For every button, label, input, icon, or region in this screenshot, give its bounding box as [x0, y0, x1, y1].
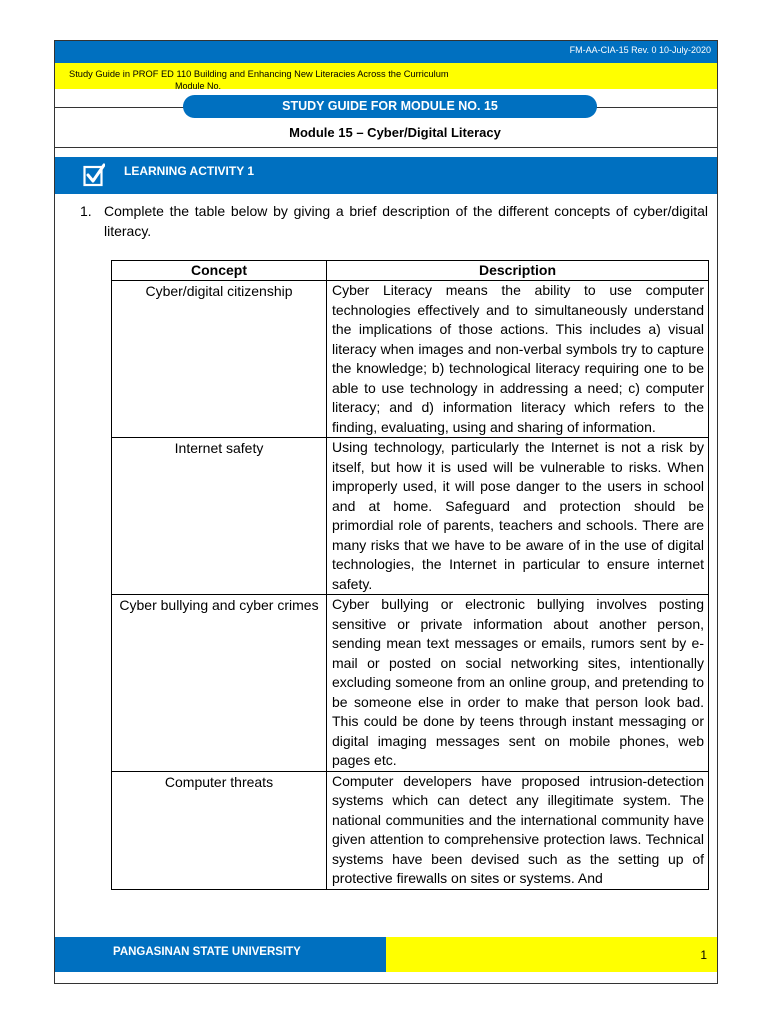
- table-header-row: [112, 261, 709, 281]
- form-code: FM-AA-CIA-15 Rev. 0 10-July-2020: [569, 45, 711, 55]
- table-row: [112, 595, 709, 772]
- description-cell: Using technology, particularly the Internet is not a risk by itself, but how it is used will be vulnerable to risks. When improperly used, it will pose danger to the users in school and at home. Safeguard and protection should be primordial role of parents, teachers and schools. There are many risks that we have to be aware of in the use of digital technologies, the Internet in particular to ensure internet safety.: [327, 438, 709, 595]
- column-header-description: Description: [327, 261, 709, 281]
- instruction-text: Complete the table below by giving a brief description of the different concepts of cyber/digital literacy.: [104, 203, 708, 239]
- concept-cell: Internet safety: [112, 438, 327, 595]
- table-row: [112, 281, 709, 438]
- concept-cell: Cyber/digital citizenship: [112, 281, 327, 438]
- footer-university-bar: [55, 937, 386, 972]
- column-header-concept: Concept: [112, 261, 327, 281]
- module-no-line: Module No.: [175, 81, 222, 89]
- table-row: [112, 438, 709, 595]
- concept-cell: Cyber bullying and cyber crimes: [112, 595, 327, 772]
- module-title: Module 15 – Cyber/Digital Literacy: [289, 125, 501, 140]
- description-cell: Cyber Literacy means the ability to use computer technologies effectively and to simultaneously understand the implications of those actions. This includes a) visual literacy when images and non-verbal symbols try to capture the knowledge; b) technological literacy requiring one to be able to use technology in addressing a need; c) computer literacy; and d) information literacy which refers to the finding, evaluating, using and sharing of information.: [327, 281, 709, 438]
- instruction-number: 1.: [80, 203, 92, 219]
- page-number: 1: [700, 948, 707, 962]
- learning-activity-label: LEARNING ACTIVITY 1: [124, 164, 255, 178]
- description-cell: Cyber bullying or electronic bullying involves posting sensitive or private information about another person, sending mean text messages or emails, rumors sent by e-mail or posted on social networking sites, intentionally excluding someone from an online group, and pretending to be someone else in order to make that person look bad. This could be done by teens through instant messaging or digital imaging messages sent on mobile phones, web pages etc.: [327, 595, 709, 772]
- footer-page-bar: [386, 937, 717, 972]
- study-guide-pill: STUDY GUIDE FOR MODULE NO. 15: [183, 95, 597, 118]
- concept-cell: Computer threats: [112, 771, 327, 889]
- description-cell: Computer developers have proposed intrusion-detection systems which can detect any illegitimate system. The national communities and the international community have given attention to comprehensive protection laws. Technical systems have been devised such as the setting up of protective firewalls on sites or systems. And: [327, 771, 709, 889]
- study-guide-line: Study Guide in PROF ED 110 Building and Enhancing New Literacies Across the Curriculum: [69, 69, 449, 79]
- concept-table: [111, 260, 709, 890]
- table-row: [112, 771, 709, 889]
- university-name: PANGASINAN STATE UNIVERSITY: [113, 946, 301, 958]
